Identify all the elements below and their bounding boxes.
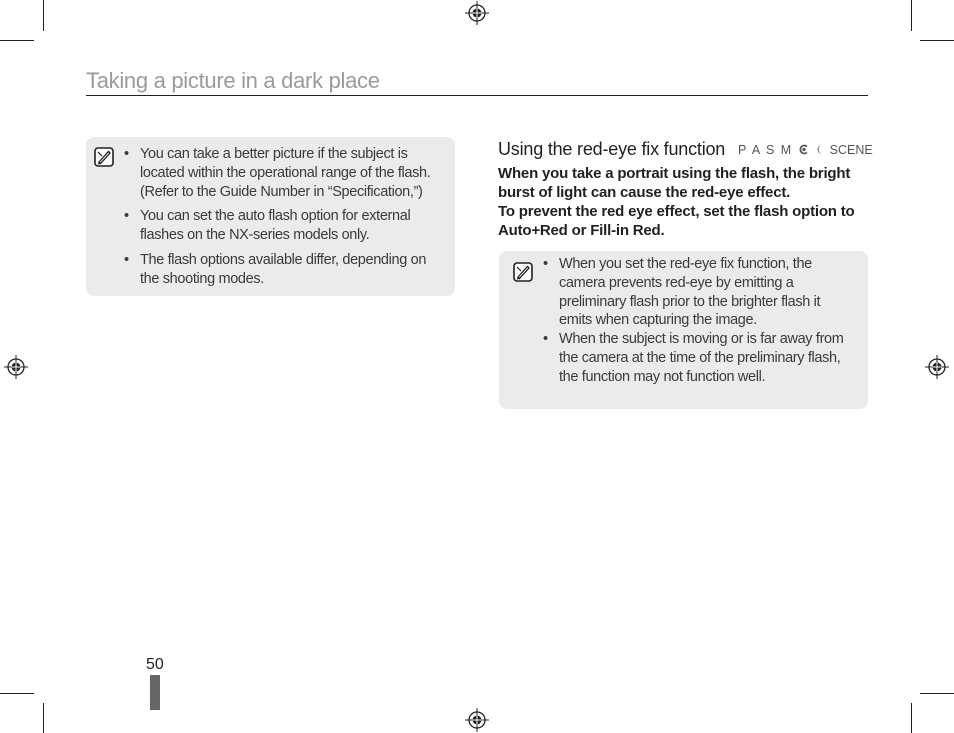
crop-mark [43,703,44,733]
crop-mark [920,693,954,694]
list-item: • When you set the red-eye fix function, the camera prevents red-eye by emitting a preliminary flash prior to the brighter flash it emits when capturing the image. [543,255,855,330]
page-title: Taking a picture in a dark place [86,68,380,93]
option-auto-red: Auto+Red [498,222,568,239]
crop-mark [920,40,954,41]
intro-instruction [498,202,870,240]
mode-dual-is-icon [798,144,810,155]
crop-mark [911,703,912,733]
list-item: • You can set the auto flash option for external flashes on the NX-series models only. [124,207,444,245]
list-item: • When the subject is moving or is far away from the camera at the time of the preliminary flash, the function may not function well. [543,330,849,386]
intro-or-text: or [567,222,591,239]
registration-mark-icon [4,355,28,379]
list-item: • The flash options available differ, depending on the shooting modes. [124,251,444,289]
option-fill-in-red: Fill-in Red [590,222,661,239]
registration-mark-icon [465,1,489,25]
left-note-box [86,137,455,296]
intro-period: . [660,222,665,239]
registration-mark-icon [925,355,949,379]
intro-instruction-text: To prevent the red eye effect, set the flash option to [498,203,855,220]
crop-mark [43,0,44,31]
intro-paragraph: When you take a portrait using the flash, the bright burst of light can cause the red-eye effect. [498,165,851,201]
right-note-list [543,255,855,387]
crop-mark [0,40,34,41]
note-pencil-icon [94,147,114,167]
right-note-box [499,251,868,409]
list-item: • You can take a better picture if the subject is located within the operational range of the flash. (Refer to the Guide Number in “Specification,”) [124,145,444,201]
section-heading-text: Using the red-eye fix function [498,139,726,159]
mode-scene: SCENE [829,143,873,157]
crop-mark [911,0,912,31]
mode-night-icon [815,144,825,155]
title-rule [86,95,868,96]
registration-mark-icon [465,708,489,732]
shooting-modes [738,143,873,157]
section-intro [498,164,870,240]
mode-letters: P A S M [737,143,793,157]
note-pencil-icon [513,262,533,282]
crop-mark [0,693,34,694]
page-number: 50 [146,656,164,673]
section-heading [498,139,873,160]
left-note-list [124,145,444,289]
page-number-bar [150,675,160,710]
